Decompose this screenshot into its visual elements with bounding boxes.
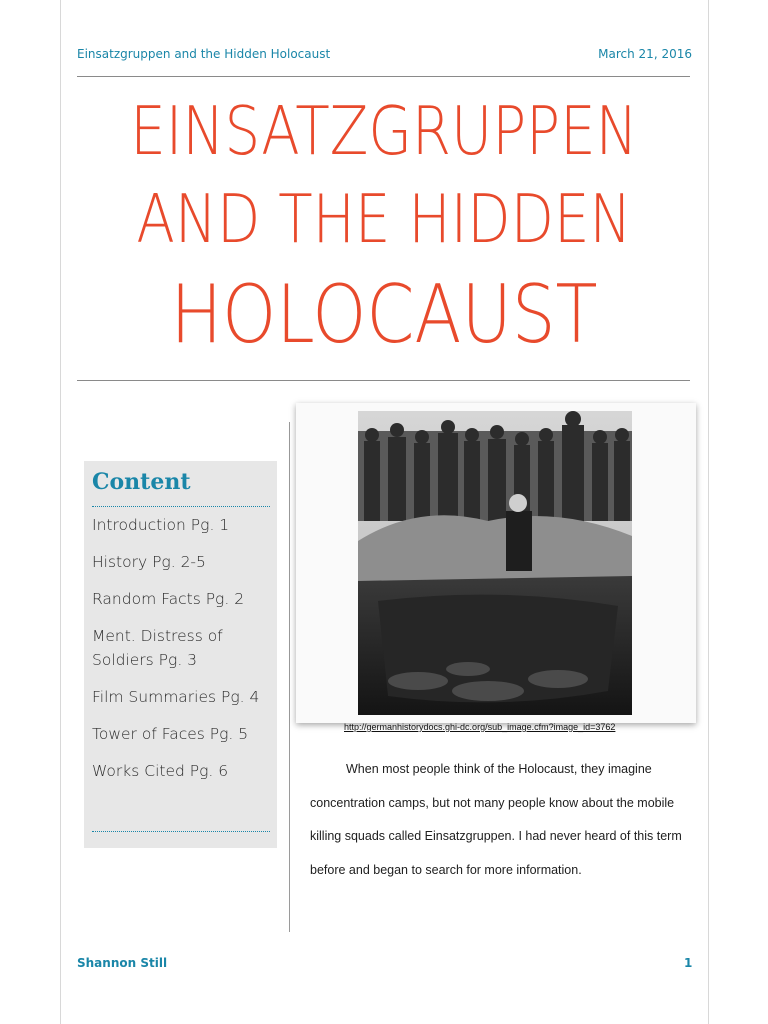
table-of-contents	[84, 461, 277, 848]
page-edge-left	[60, 0, 61, 1024]
toc-dotted-rule-top	[92, 506, 270, 507]
running-header-date: March 21, 2016	[598, 47, 692, 61]
title-line-2: AND THE HIDDEN	[136, 180, 632, 258]
toc-heading: Content	[92, 469, 191, 495]
photo-source-link[interactable]: http://germanhistorydocs.ghi-dc.org/sub_image.cfm?image_id=3762	[344, 722, 616, 732]
footer-author: Shannon Still	[77, 956, 168, 970]
footer-page-number: 1	[684, 956, 693, 970]
toc-item: History Pg. 2-5	[92, 553, 206, 571]
page-edge-right	[708, 0, 709, 1024]
header-rule	[77, 76, 690, 77]
toc-item: Ment. Distress of Soldiers Pg. 3	[92, 627, 223, 669]
toc-item: Works Cited Pg. 6	[92, 762, 229, 780]
title-line-1: EINSATZGRUPPEN	[130, 92, 638, 170]
toc-item: Tower of Faces Pg. 5	[92, 725, 249, 743]
intro-paragraph-text: When most people think of the Holocaust, they imagine concentration camps, but not many people know about the mobile killing squads called Einsatzgruppen. I had never heard of this term before and began to search for more information.	[310, 762, 682, 877]
intro-paragraph	[310, 753, 702, 887]
toc-item: Random Facts Pg. 2	[92, 590, 245, 608]
title-rule	[77, 380, 690, 381]
running-header-title: Einsatzgruppen and the Hidden Holocaust	[77, 47, 331, 61]
toc-dotted-rule-bottom	[92, 831, 270, 832]
toc-list	[92, 513, 274, 796]
historical-photo	[358, 411, 632, 715]
column-divider	[289, 422, 290, 932]
title-line-3: HOLOCAUST	[170, 268, 598, 361]
historical-photo-frame	[296, 403, 696, 723]
toc-item: Film Summaries Pg. 4	[92, 688, 260, 706]
toc-item: Introduction Pg. 1	[92, 516, 230, 534]
